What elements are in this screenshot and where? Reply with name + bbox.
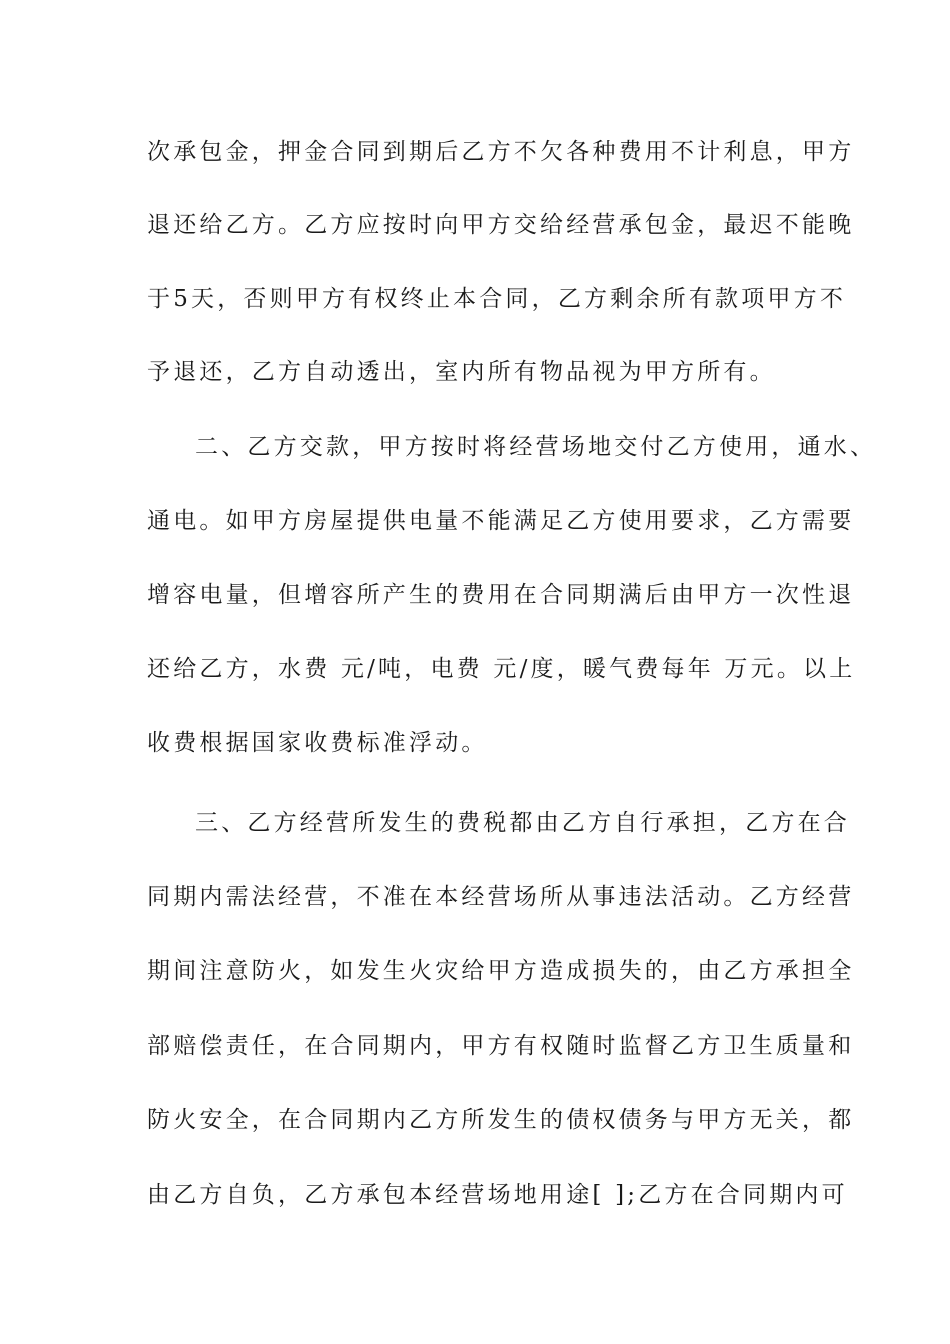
- text-line-4: 予退还，乙方自动透出，室内所有物品视为甲方所有。: [147, 359, 776, 385]
- text-line-3: 于5天，否则甲方有权终止本合同，乙方剩余所有款项甲方不: [147, 286, 847, 312]
- text-line-11: 同期内需法经营，不准在本经营场所从事违法活动。乙方经营: [147, 884, 855, 910]
- text-line-6: 通电。如甲方房屋提供电量不能满足乙方使用要求，乙方需要: [147, 508, 855, 534]
- text-line-7: 增容电量，但增容所产生的费用在合同期满后由甲方一次性退: [147, 582, 855, 608]
- text-line-12: 期间注意防火，如发生火灾给甲方造成损失的，由乙方承担全: [147, 958, 855, 984]
- text-line-2: 退还给乙方。乙方应按时向甲方交给经营承包金，最迟不能晚: [147, 212, 855, 238]
- text-line-8: 还给乙方，水费 元/吨，电费 元/度，暖气费每年 万元。以上: [147, 656, 856, 682]
- text-line-1: 次承包金，押金合同到期后乙方不欠各种费用不计利息，甲方: [147, 139, 855, 165]
- paragraph-3-line-1: 三、乙方经营所发生的费税都由乙方自行承担，乙方在合: [195, 810, 850, 836]
- text-line-9: 收费根据国家收费标准浮动。: [147, 730, 488, 756]
- paragraph-2-line-1: 二、乙方交款，甲方按时将经营场地交付乙方使用，通水、: [195, 434, 877, 460]
- text-line-14: 防火安全，在合同期内乙方所发生的债权债务与甲方无关，都: [147, 1107, 855, 1133]
- text-line-13: 部赔偿责任，在合同期内，甲方有权随时监督乙方卫生质量和: [147, 1033, 855, 1059]
- text-line-15: 由乙方自负，乙方承包本经营场地用途[ ];乙方在合同期内可: [147, 1182, 848, 1208]
